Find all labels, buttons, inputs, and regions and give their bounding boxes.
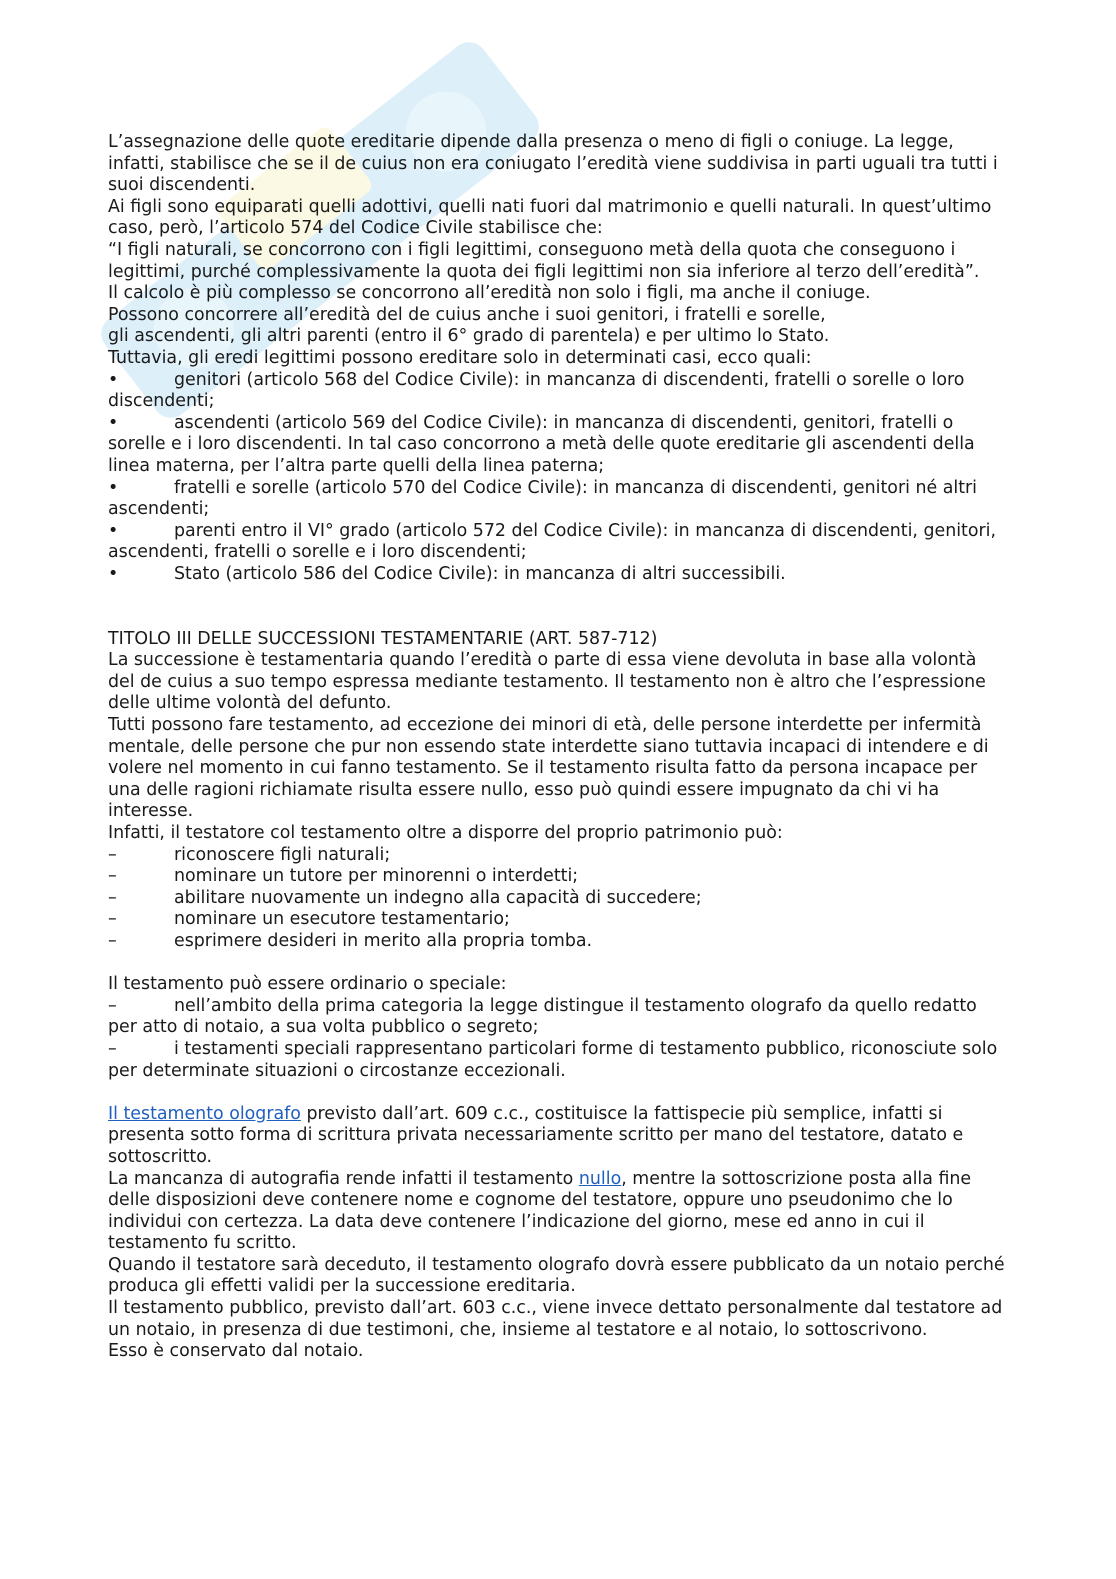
olografo-paragraph-3: Quando il testatore sarà deceduto, il testamento olografo dovrà essere pubblicato da un notaio perché produca gli effetti validi per la successione ereditaria. bbox=[108, 1254, 1005, 1297]
dash-icon: – bbox=[108, 995, 117, 1016]
list-item: – nominare un esecutore testamentario; bbox=[108, 909, 510, 930]
quote-article-574: “I figli naturali, se concorrono con i figli legittimi, conseguono metà della quota che conseguono i legittimi, purché complessivamente la quota dei figli legittimi non sia inferiore al terzo dell’eredità”. bbox=[108, 239, 980, 282]
title3-paragraph-2: Tutti possono fare testamento, ad eccezione dei minori di età, delle persone interdette per infermità mentale, delle persone che pur non essendo state interdette siano tuttavia incapaci di intendere e di volere nel momento in cui fanno testamento. Se il testamento risulta fatto da persona incapace per una delle ragioni richiamate risulta essere nullo, esso può quindi essere impugnato da chi vi ha interesse. bbox=[108, 715, 989, 822]
list-item: – esprimere desideri in merito alla propria tomba. bbox=[108, 930, 593, 951]
bullet-icon: • bbox=[108, 477, 119, 498]
list-item: • fratelli e sorelle (articolo 570 del Codice Civile): in mancanza di discendenti, genitori né altri ascendenti; bbox=[108, 477, 977, 520]
olografo-paragraph-5: Esso è conservato dal notaio. bbox=[108, 1341, 364, 1362]
types-list bbox=[108, 996, 1008, 1082]
bullet-icon: • bbox=[108, 412, 119, 433]
types-intro: Il testamento può essere ordinario o speciale: bbox=[108, 974, 507, 995]
dash-icon: – bbox=[108, 1038, 117, 1059]
intro-paragraph-4: Il calcolo è più complesso se concorrono all’eredità non solo i figli, ma anche il coniuge. bbox=[108, 283, 871, 304]
olografo-paragraph-1: Il testamento olografo previsto dall’art. 609 c.c., costituisce la fattispecie più semplice, infatti si presenta sotto forma di scrittura privata necessariamente scritto per mano del testatore, datato e sottoscritto. bbox=[108, 1103, 964, 1167]
intro-paragraph-1: L’assegnazione delle quote ereditarie dipende dalla presenza o meno di figli o coniuge. La legge, infatti, stabilisce che se il de cuius non era coniugato l’eredità viene suddivisa in parti uguali tra tutti i suoi discendenti. bbox=[108, 132, 998, 196]
list-item: – nell’ambito della prima categoria la legge distingue il testamento olografo da quello redatto per atto di notaio, a sua volta pubblico o segreto; bbox=[108, 995, 977, 1038]
intro-paragraph-7: Tuttavia, gli eredi legittimi possono ereditare solo in determinati casi, ecco quali: bbox=[108, 347, 812, 368]
list-item: – nominare un tutore per minorenni o interdetti; bbox=[108, 866, 579, 887]
dash-icon: – bbox=[108, 930, 117, 951]
dash-icon: – bbox=[108, 844, 117, 865]
intro-paragraph-2: Ai figli sono equiparati quelli adottivi, quelli nati fuori dal matrimonio e quelli naturali. In quest’ultimo caso, però, l’articolo 574 del Codice Civile stabilisce che: bbox=[108, 196, 992, 239]
title3-paragraph-3: Infatti, il testatore col testamento oltre a disporre del proprio patrimonio può: bbox=[108, 823, 783, 843]
list-item: – abilitare nuovamente un indegno alla capacità di succedere; bbox=[108, 887, 702, 908]
olografo-paragraph-4: Il testamento pubblico, previsto dall’art. 603 c.c., viene invece dettato personalmente dal testatore ad un notaio, in presenza di due testimoni, che, insieme al testatore e al notaio, lo sottoscrivono. bbox=[108, 1298, 1003, 1340]
list-item: – i testamenti speciali rappresentano particolari forme di testamento pubblico, riconosciute solo per determinate situazioni o circostanze eccezionali. bbox=[108, 1038, 998, 1081]
heirs-list bbox=[108, 370, 1008, 586]
dash-icon: – bbox=[108, 866, 117, 887]
dash-icon: – bbox=[108, 887, 117, 908]
olografo-paragraph-2: La mancanza di autografia rende infatti il testamento nullo, mentre la sottoscrizione posta alla fine delle disposizioni deve contenere nome e cognome del testatore, oppure uno pseudonimo che lo individui con certezza. La data deve contenere l’indicazione del giorno, mese ed anno in cui il testamento fu scritto. bbox=[108, 1168, 972, 1254]
intro-paragraph-5: Possono concorrere all’eredità del de cuius anche i suoi genitori, i fratelli e sorelle, bbox=[108, 304, 826, 325]
title3-paragraph-1: La successione è testamentaria quando l’eredità o parte di essa viene devoluta in base alla volontà del de cuius a suo tempo espressa mediante testamento. Il testamento non è altro che l’espressione delle ultime volontà del defunto. bbox=[108, 650, 986, 714]
list-item: – riconoscere figli naturali; bbox=[108, 844, 391, 865]
link-testamento-olografo[interactable]: Il testamento olografo bbox=[108, 1103, 301, 1124]
dash-icon: – bbox=[108, 909, 117, 930]
bullet-icon: • bbox=[108, 520, 119, 541]
list-item: • genitori (articolo 568 del Codice Civile): in mancanza di discendenti, fratelli o sorelle o loro discendenti; bbox=[108, 369, 965, 412]
document-body bbox=[108, 132, 1008, 1363]
bullet-icon: • bbox=[108, 563, 119, 584]
link-nullo[interactable]: nullo bbox=[578, 1168, 622, 1189]
intro-paragraph-6: gli ascendenti, gli altri parenti (entro il 6° grado di parentela) e per ultimo lo Stato. bbox=[108, 326, 830, 347]
section-heading: TITOLO III DELLE SUCCESSIONI TESTAMENTARIE (ART. 587-712) bbox=[108, 628, 658, 649]
powers-list bbox=[108, 845, 1008, 953]
list-item: • Stato (articolo 586 del Codice Civile): in mancanza di altri successibili. bbox=[108, 563, 786, 584]
list-item: • parenti entro il VI° grado (articolo 572 del Codice Civile): in mancanza di discendenti, genitori, ascendenti, fratelli o sorelle e i loro discendenti; bbox=[108, 520, 997, 563]
list-item: • ascendenti (articolo 569 del Codice Civile): in mancanza di discendenti, genitori, fratelli o sorelle e i loro discendenti. In tal caso concorrono a metà delle quote ereditarie gli ascendenti della linea materna, per l’altra parte quelli della linea paterna; bbox=[108, 412, 975, 476]
bullet-icon: • bbox=[108, 369, 119, 390]
